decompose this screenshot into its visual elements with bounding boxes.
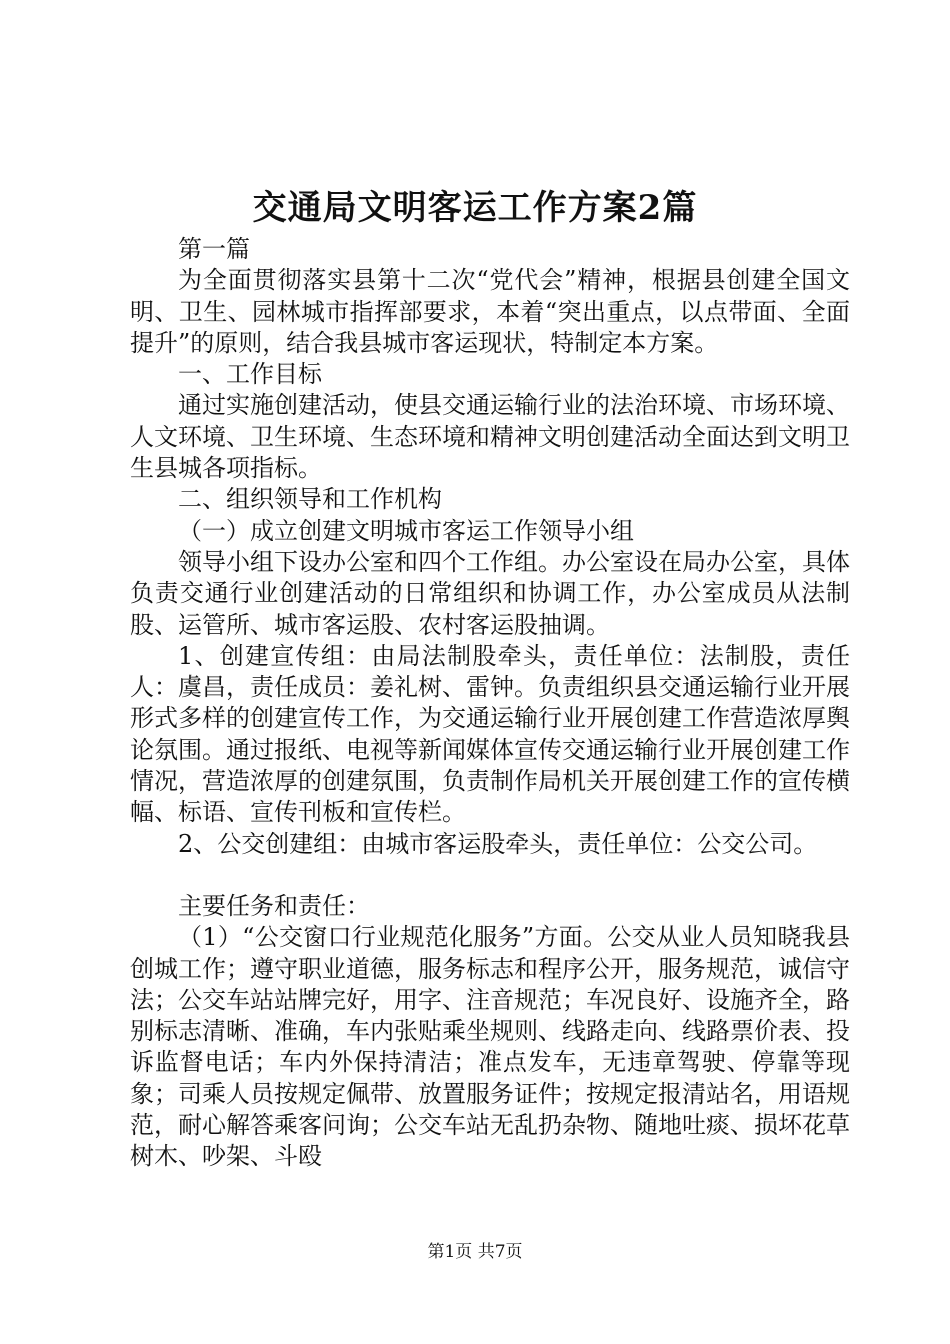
publicity-group-paragraph: 1、创建宣传组：由局法制股牵头，责任单位：法制股，责任人：虞昌，责任成员：姜礼树、雷钟。负责组织县交通运输行业开展形式多样的创建宣传工作，为交通运输行业开展创建工作营造浓厚舆论氛围。通过报纸、电视等新闻媒体宣传交通运输行业开展创建工作情况，营造浓厚的创建氛围，负责制作局机关开展创建工作的宣传横幅、标语、宣传刊板和宣传栏。 — [130, 641, 850, 827]
goals-paragraph: 通过实施创建活动，使县交通运输行业的法治环境、市场环境、人文环境、卫生环境、生态环境和精神文明创建活动全面达到文明卫生县城各项指标。 — [130, 391, 850, 483]
section-heading-organization: 二、组织领导和工作机构 — [178, 485, 442, 514]
leadership-paragraph: 领导小组下设办公室和四个工作组。办公室设在局办公室，具体负责交通行业创建活动的日常组织和协调工作，办公室成员从法制股、运管所、城市客运股、农村客运股抽调。 — [130, 547, 850, 639]
subsection-heading-leadership: （一）成立创建文明城市客运工作领导小组 — [178, 516, 634, 545]
section-heading-goals: 一、工作目标 — [178, 360, 322, 389]
bus-group-paragraph: 2、公交创建组：由城市客运股牵头，责任单位：公交公司。 — [178, 829, 818, 858]
intro-paragraph: 为全面贯彻落实县第十二次“党代会”精神，根据县创建全国文明、卫生、园林城市指挥部要求，本着“突出重点，以点带面、全面提升”的原则，结合我县城市客运现状，特制定本方案。 — [130, 266, 850, 357]
page-number: 第1页 共7页 — [427, 1242, 523, 1262]
section-heading-part-one: 第一篇 — [178, 235, 250, 263]
document-title: 交通局文明客运工作方案2篇 — [252, 188, 698, 228]
bus-service-paragraph: （1）“公交窗口行业规范化服务”方面。公交从业人员知晓我县创城工作；遵守职业道德，服务标志和程序公开，服务规范，诚信守法；公交车站站牌完好，用字、注音规范；车况良好、设施齐全，路别标志清晰、准确，车内张贴乘坐规则、线路走向、线路票价表、投诉监督电话；车内外保持清洁；准点发车，无违章驾驶、停靠等现象；司乘人员按规定佩带、放置服务证件；按规定报清站名，用语规范，耐心解答乘客问询；公交车站无乱扔杂物、随地吐痰、损坏花草树木、吵架、斗殴 — [130, 923, 850, 1171]
tasks-heading: 主要任务和责任： — [178, 891, 370, 920]
document-body — [130, 234, 850, 1173]
